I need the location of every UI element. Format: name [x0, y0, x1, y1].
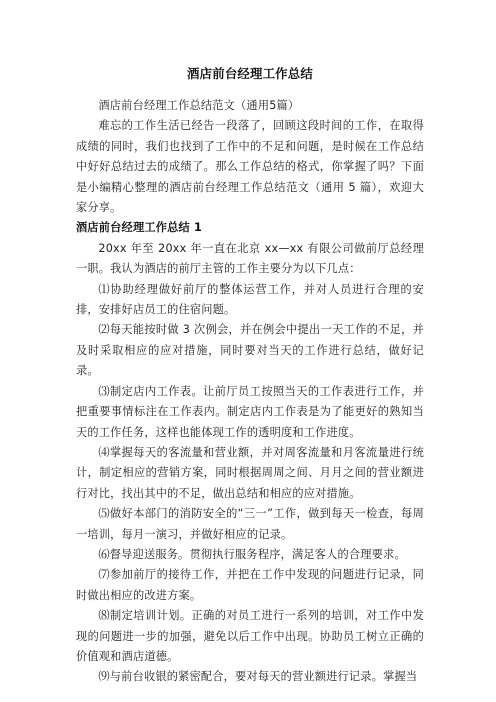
body-paragraph: ⑶制定店内工作表。让前厅员工按照当天的工作表进行工作，并把重要事情标注在工作表内。制定店内工作表是为了能更好的熟知当天的工作任务，这样也能体现工作的透明度和工作进度。 — [76, 384, 424, 439]
body-paragraph: ⑵每天能按时做 3 次例会，并在例会中提出一天工作的不足，并及时采取相应的应对措施，同时要对当天的工作进行总结，做好记录。 — [76, 323, 424, 378]
body-paragraph: ⑷掌握每天的客流量和营业额，并对周客流量和月客流量进行统计，制定相应的营销方案，同时根据周周之间、月月之间的营业额进行对比，找出其中的不足，做出总结和相应的应对措施。 — [76, 445, 424, 500]
document-title: 酒店前台经理工作总结 — [187, 66, 313, 81]
body-paragraph: ⑴协助经理做好前厅的整体运营工作，并对人员进行合理的安排，安排好店员工的住宿问题。 — [76, 282, 424, 317]
document-subtitle: 酒店前台经理工作总结范文（通用5篇） — [98, 99, 300, 112]
body-paragraph: 20xx 年至 20xx 年一直在北京 xx—xx 有限公司做前厅总经理一职。我认为酒店的前厅主管的工作主要分为以下几点： — [76, 241, 424, 276]
body-paragraph: ⑻制定培训计划。正确的对员工进行一系列的培训，对工作中发现的问题进一步的加强，避免以后工作中出现。协助员工树立正确的价值观和酒店道德。 — [76, 609, 424, 663]
intro-paragraph: 难忘的工作生活已经告一段落了，回顾这段时间的工作，在取得成绩的同时，我们也找到了工作中的不足和问题，是时候在工作总结中好好总结过去的成绩了。那么工作总结的格式，你掌握了吗？下面是小编精心整理的酒店前台经理工作总结范文（通用 5 篇），欢迎大家分享。 — [76, 119, 424, 215]
body-paragraph: ⑹督导迎送服务。贯彻执行服务程序，满足客人的合理要求。 — [98, 547, 406, 561]
body-paragraph: ⑸做好本部门的消防安全的“三一”工作，做到每天一检查，每周一培训，每月一演习，并做好相应的记录。 — [76, 507, 424, 541]
body-paragraph: ⑼与前台收银的紧密配合，要对每天的营业额进行记录。掌握当 — [98, 670, 418, 684]
section-heading: 酒店前台经理工作总结 1 — [76, 221, 202, 235]
body-paragraph: ⑺参加前厅的接待工作，并把在工作中发现的问题进行记录，同时做出相应的改进方案。 — [76, 568, 424, 602]
